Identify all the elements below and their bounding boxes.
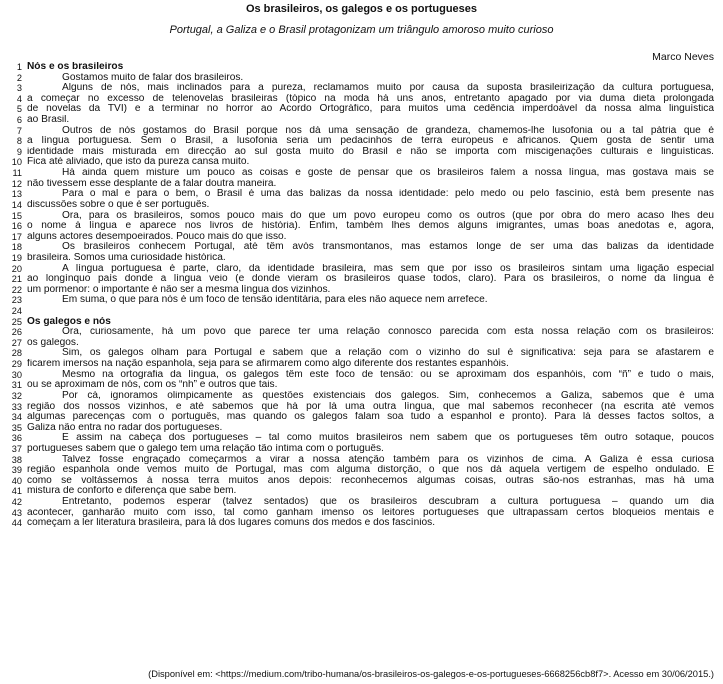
line-number: 8 xyxy=(16,136,22,147)
line-text: Alguns de nós, mais inclinados para a pureza, reclamamos muito por causa da suposta brasileirização da cultura portuguesa, xyxy=(62,83,714,94)
line-text: brasileira. Somos uma curiosidade histórica. xyxy=(27,252,226,263)
text-line xyxy=(0,157,723,168)
line-number: 16 xyxy=(11,221,22,232)
line-text: a começar no excesso de telenovelas brasileiras (tópico na moda há uns anos, entretanto apagado por via duma dieta prolongada xyxy=(27,93,714,104)
line-text: região espanhola onde vemos muito de Portugal, mas com alguma distorção, o que nos dá aquela vertigem de espelho ondulado. É xyxy=(27,465,714,476)
line-text: Em suma, o que para nós é um foco de tensão identitária, para eles não aquece nem arrefece. xyxy=(62,295,488,306)
line-number: 22 xyxy=(11,284,22,295)
text-line xyxy=(0,94,723,105)
line-text: Para o mal e para o bem, o Brasil é uma das balizas da nossa identidade: pelo medo ou pelo fascínio, está bem presente nas xyxy=(62,189,714,200)
line-text: acontecer, ganharão muito com isso, tal como ganham imenso os leitores portugueses que ultrapassam certos bloqueios mentais e xyxy=(27,507,714,518)
text-line xyxy=(0,486,723,497)
text-line xyxy=(0,221,723,232)
line-text: Mesmo na ortografia da língua, os galegos têm este foco de tensão: ou se aproximam dos espanhóis, com “ñ” e tudo o mais, xyxy=(62,369,714,380)
line-text: Os brasileiros conhecem Portugal, até têm avós transmontanos, mas estamos longe de ser uma das balizas da identidade xyxy=(62,242,714,253)
line-number: 21 xyxy=(11,274,22,285)
text-line xyxy=(0,62,723,73)
line-number: 29 xyxy=(11,359,22,370)
text-line xyxy=(0,285,723,296)
line-number: 33 xyxy=(11,401,22,412)
line-text: de novelas da TVI) e a terminar no horror ao Acordo Ortográfico, para muitos uma cedência imperdoável da nossa alma linguística xyxy=(27,104,714,115)
line-text: ao longínquo país donde a língua veio (e donde vieram os brasileiros quase todos, claro). Para os brasileiros, o nome da língua é xyxy=(27,274,714,285)
text-line xyxy=(0,455,723,466)
text-line xyxy=(0,317,723,328)
line-text: não tivessem esse desplante de a falar doutra maneira. xyxy=(27,178,277,189)
line-text: começam a ler literatura brasileira, para lá dos lugares comuns dos medos e dos fascínios. xyxy=(27,518,436,529)
text-line xyxy=(0,380,723,391)
text-line xyxy=(0,465,723,476)
line-number: 35 xyxy=(11,422,22,433)
article-body xyxy=(0,62,723,529)
line-text: região dos nossos vizinhos, e até sabemos que há por lá uma outra língua, que mal sabemos reconhecer (na escrita até vemos xyxy=(27,401,714,412)
text-line xyxy=(0,444,723,455)
article-title: Os brasileiros, os galegos e os portugueses xyxy=(245,3,478,15)
text-line xyxy=(0,359,723,370)
line-number: 26 xyxy=(11,327,22,338)
line-text: ao Brasil. xyxy=(27,115,70,126)
article-author: Marco Neves xyxy=(652,51,714,63)
line-number: 37 xyxy=(11,443,22,454)
line-number: 42 xyxy=(11,496,22,507)
line-number: 27 xyxy=(11,337,22,348)
text-line xyxy=(0,402,723,413)
line-text: Por cá, ignoramos olimpicamente as questões existenciais dos galegos. Sim, conhecemos a Galiza, sabemos que é uma xyxy=(62,390,714,401)
line-number: 5 xyxy=(16,104,22,115)
line-number: 31 xyxy=(11,380,22,391)
line-number: 1 xyxy=(16,62,22,72)
line-number: 3 xyxy=(16,83,22,94)
text-line xyxy=(0,508,723,519)
text-line xyxy=(0,211,723,222)
line-number: 40 xyxy=(11,475,22,486)
line-number: 36 xyxy=(11,433,22,444)
line-number: 39 xyxy=(11,465,22,476)
line-number: 24 xyxy=(11,306,22,317)
line-text: portugueses sabem que o galego tem uma relação tão íntima com o português. xyxy=(27,443,384,454)
text-line xyxy=(0,83,723,94)
section-heading: Nós e os brasileiros xyxy=(27,62,124,72)
text-line xyxy=(0,348,723,359)
text-line xyxy=(0,295,723,306)
text-line xyxy=(0,327,723,338)
line-text: É assim na cabeça dos portugueses – tal como muitos brasileiros nem sabem que os portugueses têm outro sotaque, poucos xyxy=(62,433,714,444)
article-subtitle: Portugal, a Galiza e o Brasil protagonizam um triângulo amoroso muito curioso xyxy=(169,24,554,36)
text-line xyxy=(0,433,723,444)
line-text: Sim, os galegos olham para Portugal e sabem que a relação com o vizinho do sul é significativa: seja para se afastarem e xyxy=(62,348,714,359)
line-number: 44 xyxy=(11,518,22,529)
article-source: (Disponível em: <https://medium.com/tribo-humana/os-brasileiros-os-galegos-e-os-portugueses-6668256cb8f7>. Acesso em 30/06/2015.) xyxy=(148,669,714,679)
line-number: 6 xyxy=(16,115,22,126)
text-line xyxy=(0,274,723,285)
line-number: 41 xyxy=(11,486,22,497)
text-line xyxy=(0,168,723,179)
line-text: Gostamos muito de falar dos brasileiros. xyxy=(62,72,244,83)
line-text: discussões sobre o que é ser português. xyxy=(27,199,210,210)
text-line xyxy=(0,264,723,275)
line-number: 25 xyxy=(11,316,22,327)
line-text: mistura de conforto e diferença que sabe bem. xyxy=(27,486,237,497)
text-line xyxy=(0,338,723,349)
text-line xyxy=(0,476,723,487)
line-number: 14 xyxy=(11,199,22,210)
line-number: 10 xyxy=(11,157,22,168)
line-number: 12 xyxy=(11,178,22,189)
line-number: 32 xyxy=(11,390,22,401)
line-number: 17 xyxy=(11,231,22,242)
text-line xyxy=(0,73,723,84)
line-text: Entretanto, podemos esperar (talvez sentados) que os brasileiros descubram a cultura portuguesa – quando um dia xyxy=(62,496,714,507)
line-text: Talvez fosse engraçado começarmos a virar a nossa atenção também para os vizinhos de cima. A Galiza é essa curiosa xyxy=(62,454,714,465)
line-number: 4 xyxy=(16,93,22,104)
line-number: 15 xyxy=(11,210,22,221)
line-text: alguns actores desempoeirados. Pouco mais do que isso. xyxy=(27,231,287,242)
line-number: 18 xyxy=(11,242,22,253)
line-number: 30 xyxy=(11,369,22,380)
text-line xyxy=(0,242,723,253)
text-line xyxy=(0,104,723,115)
text-line xyxy=(0,115,723,126)
line-number: 19 xyxy=(11,252,22,263)
line-number: 9 xyxy=(16,146,22,157)
line-number: 7 xyxy=(16,125,22,136)
line-text: A língua portuguesa é parte, claro, da identidade brasileira, mas sem que por isso os brasileiros sintam uma ligação especial xyxy=(62,263,714,274)
text-line xyxy=(0,232,723,243)
line-number: 38 xyxy=(11,454,22,465)
text-line xyxy=(0,370,723,381)
line-text: a língua portuguesa. Sem o Brasil, a lusofonia seria um pedacinhos de terra europeus e africanos. Quem gosta de sentir uma xyxy=(27,136,714,147)
line-number: 23 xyxy=(11,295,22,306)
line-number: 28 xyxy=(11,348,22,359)
line-number: 43 xyxy=(11,507,22,518)
text-line xyxy=(0,306,723,317)
line-text: ficarem imersos na nação espanhola, seja para se afirmarem como algo diferente dos restantes espanhóis. xyxy=(27,359,509,370)
text-line xyxy=(0,253,723,264)
text-line xyxy=(0,189,723,200)
text-line xyxy=(0,126,723,137)
text-line xyxy=(0,391,723,402)
line-text: Galiza não entra no radar dos portugueses. xyxy=(27,422,223,433)
text-line xyxy=(0,412,723,423)
line-text: Outros de nós gostamos do Brasil porque nos dá uma sensação de grandeza, chamemos-lhe lusofonia ou a tal pátria que é xyxy=(62,125,714,136)
text-line xyxy=(0,497,723,508)
line-text: ou se aproximam de nós, com os “nh” e outros que tais. xyxy=(27,380,278,391)
line-number: 20 xyxy=(11,263,22,274)
line-text: Ora, para os brasileiros, somos pouco mais do que um povo europeu como os outros (que por obra do mero acaso lhes deu xyxy=(62,210,714,221)
line-text: Ora, curiosamente, há um povo que parece ter uma relação connosco parecida com esta nossa relação com os brasileiros: xyxy=(62,327,714,338)
text-line xyxy=(0,136,723,147)
text-line xyxy=(0,423,723,434)
line-number: 13 xyxy=(11,189,22,200)
line-text: os galegos. xyxy=(27,337,79,348)
line-text: Há ainda quem misture um pouco as coisas e goste de pensar que os brasileiros falem a nossa língua, mas gostava mais se xyxy=(62,168,714,179)
text-line xyxy=(0,147,723,158)
line-text: como se voltássemos à nossa terra muitos anos depois: reconhecemos algumas coisas, outras são-nos estranhas, mas há uma xyxy=(27,475,714,486)
line-number: 11 xyxy=(12,168,22,179)
line-text: identidade mais misturada em direcção ao sul gosta muito do Brasil e não se importa com miscigenações culturais e linguísticas. xyxy=(27,146,714,157)
section-heading: Os galegos e nós xyxy=(27,316,111,327)
line-text: o nome à língua e aparece nos livros de história). Enfim, também lhes demos alguns imigrantes, umas boas anedotas e, agora, xyxy=(27,221,714,232)
line-text: algumas parecenças com o português, mas quando os galegos falam soa tudo a espanhol e pronto). Para lá desses factos soltos, a xyxy=(27,412,714,423)
text-line xyxy=(0,200,723,211)
line-number: 34 xyxy=(11,412,22,423)
text-line xyxy=(0,518,723,529)
line-text: Fica até aliviado, que isto da pureza cansa muito. xyxy=(27,157,250,168)
text-line xyxy=(0,179,723,190)
line-number: 2 xyxy=(16,72,22,83)
line-text: um pormenor: o importante é não ser a mesma língua dos vizinhos. xyxy=(27,284,331,295)
